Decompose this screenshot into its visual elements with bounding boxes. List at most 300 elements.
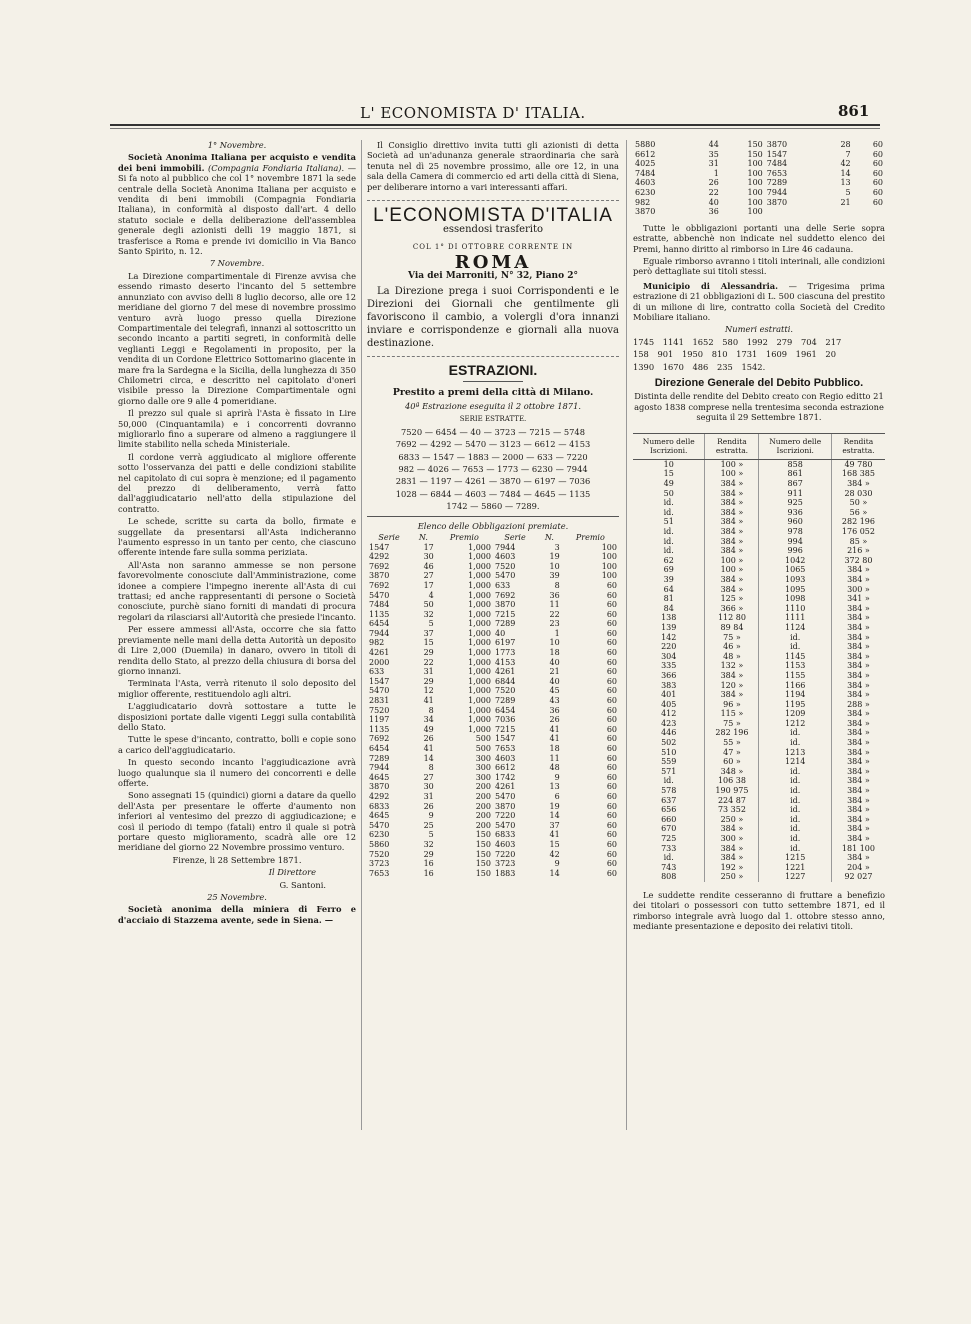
table-cell: 36: [549, 705, 560, 715]
paragraph: [633, 281, 885, 323]
table-cell: 250 »: [705, 872, 759, 882]
table-cell: 7484: [635, 168, 656, 178]
table-cell: 7653: [494, 744, 516, 753]
table-cell: 1,000: [468, 580, 491, 590]
table-row: [633, 556, 885, 566]
table-cell: 14: [549, 868, 560, 878]
table-cell: 50 »: [831, 498, 885, 508]
table-cell: 1093: [759, 575, 831, 585]
table-cell: 384 »: [831, 738, 885, 748]
table-cell: 384 »: [831, 661, 885, 671]
table-cell: 60: [606, 648, 617, 658]
table-cell: 1227: [759, 872, 831, 882]
table-row: [633, 604, 885, 614]
table-cell: 14: [423, 753, 434, 763]
table-row: [367, 850, 619, 860]
table-cell: 1,000: [468, 657, 491, 667]
table-cell: 7289: [369, 753, 390, 763]
table-cell: 1212: [759, 719, 831, 729]
table-cell: 18: [549, 744, 560, 753]
table-row: [367, 715, 619, 725]
paragraph: Tutte le spese d'incanto, contratto, bolli e copie sono a carico dell'aggiudicatario.: [118, 734, 356, 755]
table-cell: 670: [661, 824, 677, 834]
table-cell: 100: [601, 542, 617, 552]
table-cell: 60: [606, 667, 617, 677]
table-cell: 60: [606, 811, 617, 821]
table-cell: 637: [661, 795, 677, 805]
paragraph: [118, 152, 356, 256]
table-cell: id.: [663, 507, 674, 517]
table-cell: 925: [759, 498, 831, 508]
table-cell: 1,000: [468, 600, 491, 610]
table-cell: 6197: [494, 638, 516, 648]
table-cell: 1110: [759, 604, 831, 614]
table-cell: 40: [494, 628, 506, 638]
table-cell: 867: [759, 479, 831, 489]
notice-line: COL 1° DI OTTOBRE CORRENTE IN: [412, 242, 574, 251]
table-row: [367, 754, 619, 764]
table-row: [633, 159, 885, 169]
table-cell: 100: [601, 552, 617, 562]
paragraph: Le suddette rendite cesseranno di fruttare a benefizio dei titolari o possessori con tutto settembre 1871, ed il rimborso integrale avrà luogo dal 1. ottobre stesso anno, mediante presentazione e deposito dei relativi titoli.: [633, 889, 885, 932]
table-cell: 85 »: [831, 537, 885, 547]
table-cell: 60: [606, 590, 617, 600]
table-cell: 60: [872, 187, 883, 197]
table-cell: 50: [423, 600, 434, 610]
table-row: [633, 575, 885, 585]
table-cell: 502: [661, 738, 677, 748]
table-cell: 32: [423, 609, 434, 619]
page-number: 861: [838, 102, 870, 120]
table-cell: 39: [549, 571, 560, 581]
table-cell: 412: [661, 709, 677, 719]
table-cell: 2000: [369, 657, 390, 667]
table-row: [367, 773, 619, 783]
table-row: [633, 671, 885, 681]
table-cell: 10: [549, 561, 560, 571]
table-cell: 15: [663, 469, 674, 479]
table-cell: 733: [661, 843, 677, 853]
table-cell: 1,000: [468, 619, 491, 629]
table-cell: 43: [549, 696, 560, 706]
table-cell: 1065: [759, 565, 831, 575]
notice-city: ROMA: [454, 252, 532, 274]
table-cell: 3870: [494, 801, 516, 811]
table-row: [633, 498, 885, 508]
table-row: [633, 690, 885, 700]
divider: [367, 516, 619, 517]
table-row: [367, 830, 619, 840]
table-cell: 6612: [635, 149, 656, 159]
table-cell: 26: [549, 715, 560, 725]
table-cell: 1547: [766, 149, 788, 159]
table-cell: 7: [845, 149, 851, 159]
table-cell: 1,000: [468, 676, 491, 686]
place-date: Firenze, li 28 Settembre 1871.: [172, 854, 302, 865]
table-cell: 4292: [369, 791, 390, 801]
table-cell: 384 »: [705, 575, 759, 585]
table-cell: 13: [840, 178, 851, 188]
table-cell: 982: [369, 638, 385, 648]
table-cell: 5860: [369, 839, 390, 849]
table-cell: 41: [423, 696, 434, 706]
table-cell: 11: [549, 600, 560, 610]
table-cell: 1124: [759, 623, 831, 633]
table-cell: 73 352: [705, 805, 759, 815]
table-row: [367, 552, 619, 562]
table-row: [367, 638, 619, 648]
table-row: [633, 709, 885, 719]
table-cell: 4645: [369, 811, 390, 821]
table-cell: 384 »: [831, 642, 885, 652]
table-cell: 1209: [759, 709, 831, 719]
table-cell: 4645: [369, 772, 390, 782]
table-cell: 49: [663, 479, 674, 489]
table-cell: 41: [549, 830, 560, 840]
company-name: Società Anonima Italiana per acquisto e vendita dei beni immobili.: [118, 152, 356, 173]
table-cell: 115 »: [705, 709, 759, 719]
paragraph: Società anonima della miniera di Ferro e d'acciaio di Stazzema avente, sede in Siena. —: [118, 904, 356, 925]
table-row: [367, 686, 619, 696]
table-cell: 30: [423, 782, 434, 792]
table-row: [367, 581, 619, 591]
table-row: [633, 585, 885, 595]
table-row: [367, 744, 619, 754]
series-line: 2831 — 1197 — 4261 — 3870 — 6197 — 7036: [395, 476, 591, 487]
series-heading: SERIE ESTRATTE.: [459, 415, 527, 424]
table-row: [367, 667, 619, 677]
table-cell: id.: [759, 815, 831, 825]
table-row: [633, 517, 885, 527]
table-cell: 106 38: [705, 776, 759, 786]
table-cell: 26: [423, 734, 434, 744]
table-cell: 150: [475, 868, 491, 878]
table-cell: 200: [475, 782, 491, 792]
table-cell: [820, 207, 852, 217]
column-divider: [626, 140, 627, 1130]
series-line: 7520 — 6454 — 40 — 3723 — 7215 — 5748: [401, 426, 585, 437]
table-cell: 192 »: [705, 863, 759, 873]
table-cell: 633: [369, 667, 385, 677]
table-cell: 6454: [494, 705, 516, 715]
table-cell: 200: [475, 791, 491, 801]
table-row: [633, 853, 885, 863]
table-cell: 7520: [369, 849, 390, 859]
table-row: [633, 527, 885, 537]
paragraph: L'aggiudicatario dovrà sottostare a tutte le disposizioni portate dalle vigenti Leggi sulla contabilità dello Stato.: [118, 701, 356, 732]
table-row: [633, 198, 885, 208]
table-header-cell: Numero delle Iscrizioni.: [633, 433, 705, 459]
table-row: [367, 792, 619, 802]
prize-table: [367, 533, 619, 878]
table-cell: 51: [663, 517, 674, 527]
table-cell: 861: [759, 469, 831, 479]
table-row: [367, 725, 619, 735]
table-cell: 37: [549, 820, 560, 830]
table-cell: id.: [663, 776, 674, 786]
table-cell: id.: [663, 853, 674, 863]
table-cell: 132 »: [705, 661, 759, 671]
page-header-title: L' ECONOMISTA D' ITALIA.: [360, 104, 586, 122]
table-cell: 44: [708, 140, 719, 149]
table-cell: 500: [475, 734, 491, 744]
table-cell: 858: [759, 459, 831, 469]
table-cell: 60: [606, 619, 617, 629]
table-cell: 366 »: [705, 604, 759, 614]
table-cell: 60: [606, 763, 617, 773]
table-row: [633, 776, 885, 786]
table-cell: 36: [708, 207, 719, 217]
table-cell: 7220: [494, 849, 516, 859]
table-cell: 60: [606, 801, 617, 811]
table-cell: 9: [554, 859, 560, 869]
table-cell: 559: [661, 757, 677, 767]
table-cell: 405: [661, 699, 677, 709]
table-cell: 384 »: [831, 834, 885, 844]
table-cell: 1,000: [468, 561, 491, 571]
table-header-row: [633, 433, 885, 459]
table-row: [633, 594, 885, 604]
table-cell: 31: [423, 667, 434, 677]
table-cell: 49: [423, 724, 434, 734]
table-cell: 6833: [369, 801, 390, 811]
column-divider: [361, 140, 362, 1130]
table-cell: id.: [759, 728, 831, 738]
table-row: [633, 834, 885, 844]
table-cell: 1111: [759, 613, 831, 623]
date-heading: 25 Novembre.: [207, 892, 267, 903]
table-cell: 60 »: [705, 757, 759, 767]
table-cell: 100 »: [705, 556, 759, 566]
table-cell: 384 »: [705, 844, 759, 854]
table-cell: 384 »: [831, 815, 885, 825]
table-cell: 1,000: [468, 571, 491, 581]
table-row: [633, 738, 885, 748]
table-cell: 150: [475, 849, 491, 859]
table-cell: [853, 207, 885, 217]
table-cell: 1042: [759, 556, 831, 566]
table-cell: 6612: [494, 763, 516, 773]
table-row: [367, 821, 619, 831]
table-cell: 139: [661, 622, 677, 632]
table-cell: 660: [661, 814, 677, 824]
table-cell: 7944: [494, 542, 516, 552]
table-cell: 1883: [494, 868, 516, 878]
table-row: [633, 728, 885, 738]
table-cell: 81: [663, 594, 674, 604]
table-cell: 27: [423, 571, 434, 581]
table-cell: 7289: [766, 178, 788, 188]
table-cell: 60: [606, 734, 617, 744]
table-cell: 42: [840, 159, 851, 169]
table-row: [367, 734, 619, 744]
table-cell: 60: [606, 724, 617, 734]
table-cell: 1,000: [468, 609, 491, 619]
numbers-line: 158 901 1950 810 1731 1609 1961 20: [633, 349, 836, 360]
table-cell: 60: [606, 744, 617, 753]
table-cell: 1,000: [468, 648, 491, 658]
table-cell: 5470: [369, 820, 390, 830]
table-cell: 1,000: [468, 552, 491, 562]
table-header-cell: N.: [544, 532, 554, 542]
table-cell: 5470: [494, 791, 516, 801]
series-line: 6833 — 1547 — 1883 — 2000 — 633 — 7220: [398, 451, 588, 462]
column-1: [118, 140, 356, 927]
table-cell: 40: [549, 676, 560, 686]
table-cell: 3723: [494, 859, 516, 869]
table-cell: 220: [661, 642, 677, 652]
table-cell: 500: [475, 744, 491, 753]
table-cell: 3870: [766, 140, 788, 149]
table-cell: 384 »: [705, 824, 759, 834]
table-cell: 300 »: [705, 834, 759, 844]
table-cell: 1195: [759, 700, 831, 710]
table-row: [367, 562, 619, 572]
table-cell: 384 »: [831, 786, 885, 796]
table-cell: 384 »: [705, 508, 759, 518]
table-cell: 60: [606, 686, 617, 696]
table-cell: 34: [423, 715, 434, 725]
table-cell: 5: [428, 619, 434, 629]
table-cell: 60: [606, 715, 617, 725]
table-cell: 446: [661, 728, 677, 738]
table-cell: 60: [606, 628, 617, 638]
table-cell: 1095: [759, 585, 831, 595]
table-cell: 994: [759, 537, 831, 547]
table-cell: id.: [759, 844, 831, 854]
table-row: [633, 565, 885, 575]
table-cell: 5470: [369, 590, 390, 600]
table-row: [633, 546, 885, 556]
table-cell: 22: [423, 657, 434, 667]
table-cell: 911: [759, 489, 831, 499]
table-cell: 9: [428, 811, 434, 821]
table-cell: 423: [661, 718, 677, 728]
table-row: [367, 610, 619, 620]
table-cell: 3723: [369, 859, 390, 869]
table-cell: 40: [549, 657, 560, 667]
paragraph-text: — Trigesima prima estrazione di 21 obbligazioni di L. 500 ciascuna del prestito di un milione di lire, contratto colla Società del Credito Mobiliare italiano.: [633, 280, 886, 322]
table-cell: 13: [549, 782, 560, 792]
table-cell: id.: [759, 767, 831, 777]
numbers-heading: Numeri estratti.: [724, 324, 793, 335]
table-cell: 14: [840, 168, 851, 178]
table-row: [633, 150, 885, 160]
table-cell: 46: [423, 561, 434, 571]
table-cell: 7692: [369, 580, 390, 590]
series-line: 1742 — 5860 — 7289.: [446, 501, 540, 512]
table-cell: 384 »: [831, 671, 885, 681]
table-cell: 7692: [369, 561, 390, 571]
table-row: [633, 872, 885, 882]
signature-name: G. Santoni.: [279, 879, 326, 890]
table-cell: 48: [549, 763, 560, 773]
table-cell: 384 »: [831, 604, 885, 614]
loan-subtitle: 40ª Estrazione eseguita il 2 ottobre 1871.: [404, 400, 581, 411]
table-cell: 181 100: [831, 844, 885, 854]
table-cell: 384 »: [831, 728, 885, 738]
table-row: [633, 844, 885, 854]
table-cell: 2831: [369, 696, 390, 706]
table-header-cell: Serie: [378, 532, 400, 542]
table-row: [633, 642, 885, 652]
table-row: [367, 571, 619, 581]
table-cell: 1,000: [468, 638, 491, 648]
table-cell: 42: [549, 849, 560, 859]
table-cell: 384 »: [705, 489, 759, 499]
debt-section-title: Direzione Generale del Debito Pubblico.: [654, 377, 864, 390]
table-cell: 384 »: [831, 824, 885, 834]
table-cell: 92 027: [831, 872, 885, 882]
table-cell: id.: [759, 776, 831, 786]
table-cell: 47 »: [705, 748, 759, 758]
table-cell: 578: [661, 786, 677, 796]
table-cell: 7220: [494, 811, 516, 821]
table-cell: 384 »: [705, 479, 759, 489]
table-row: [367, 869, 619, 879]
table-cell: 41: [549, 734, 560, 744]
table-cell: 384 »: [705, 537, 759, 547]
table-cell: 6833: [494, 830, 516, 840]
table-cell: 60: [606, 609, 617, 619]
table-cell: 45: [549, 686, 560, 696]
table-row: [633, 815, 885, 825]
table-cell: 150: [475, 839, 491, 849]
table-cell: 62: [663, 555, 674, 565]
table-cell: 7036: [494, 715, 516, 725]
table-cell: 1197: [369, 715, 390, 725]
paragraph: Sono assegnati 15 (quindici) giorni a datare da quello dell'Asta per presentare le offerte d'aumento non inferiori al ventesimo del prezzo di aggiudicazione; e così il periodo di tempo (fatali) entro il quale si potrà portare questo miglioramento, scadrà alle ore 12 meridiane del giorno 22 Novembre prossimo venturo.: [118, 790, 356, 853]
table-cell: 978: [759, 527, 831, 537]
table-cell: id.: [663, 536, 674, 546]
table-cell: 4603: [494, 839, 516, 849]
table-row: [633, 863, 885, 873]
table-cell: 7944: [369, 763, 390, 773]
table-cell: 4261: [494, 667, 516, 677]
table-cell: 1135: [369, 724, 390, 734]
table-cell: 1,000: [468, 696, 491, 706]
table-header-cell: N.: [418, 532, 428, 542]
table-cell: 996: [759, 546, 831, 556]
table-cell: 7484: [766, 159, 788, 169]
numbers-list: [633, 337, 885, 372]
table-cell: 41: [549, 724, 560, 734]
table-cell: 60: [606, 820, 617, 830]
table-cell: 19: [549, 801, 560, 811]
table-cell: 100: [747, 187, 763, 197]
table-cell: 4025: [635, 159, 656, 169]
table-cell: 571: [661, 766, 677, 776]
table-cell: 7520: [369, 705, 390, 715]
table-cell: 5470: [369, 686, 390, 696]
table-cell: id.: [759, 642, 831, 652]
table-cell: 6230: [369, 830, 390, 840]
table-cell: 300: [475, 753, 491, 763]
table-cell: 384 »: [831, 853, 885, 863]
table-cell: 28 030: [831, 489, 885, 499]
table-cell: 348 »: [705, 767, 759, 777]
table-cell: 60: [606, 839, 617, 849]
table-cell: 41: [423, 744, 434, 753]
table-cell: 5: [428, 830, 434, 840]
table-cell: 15: [423, 638, 434, 648]
table-cell: 29: [423, 648, 434, 658]
table-cell: 5: [845, 187, 851, 197]
table-cell: 1: [554, 628, 560, 638]
table-cell: [765, 207, 821, 217]
table-cell: 112 80: [705, 613, 759, 623]
table-cell: 75 »: [705, 719, 759, 729]
